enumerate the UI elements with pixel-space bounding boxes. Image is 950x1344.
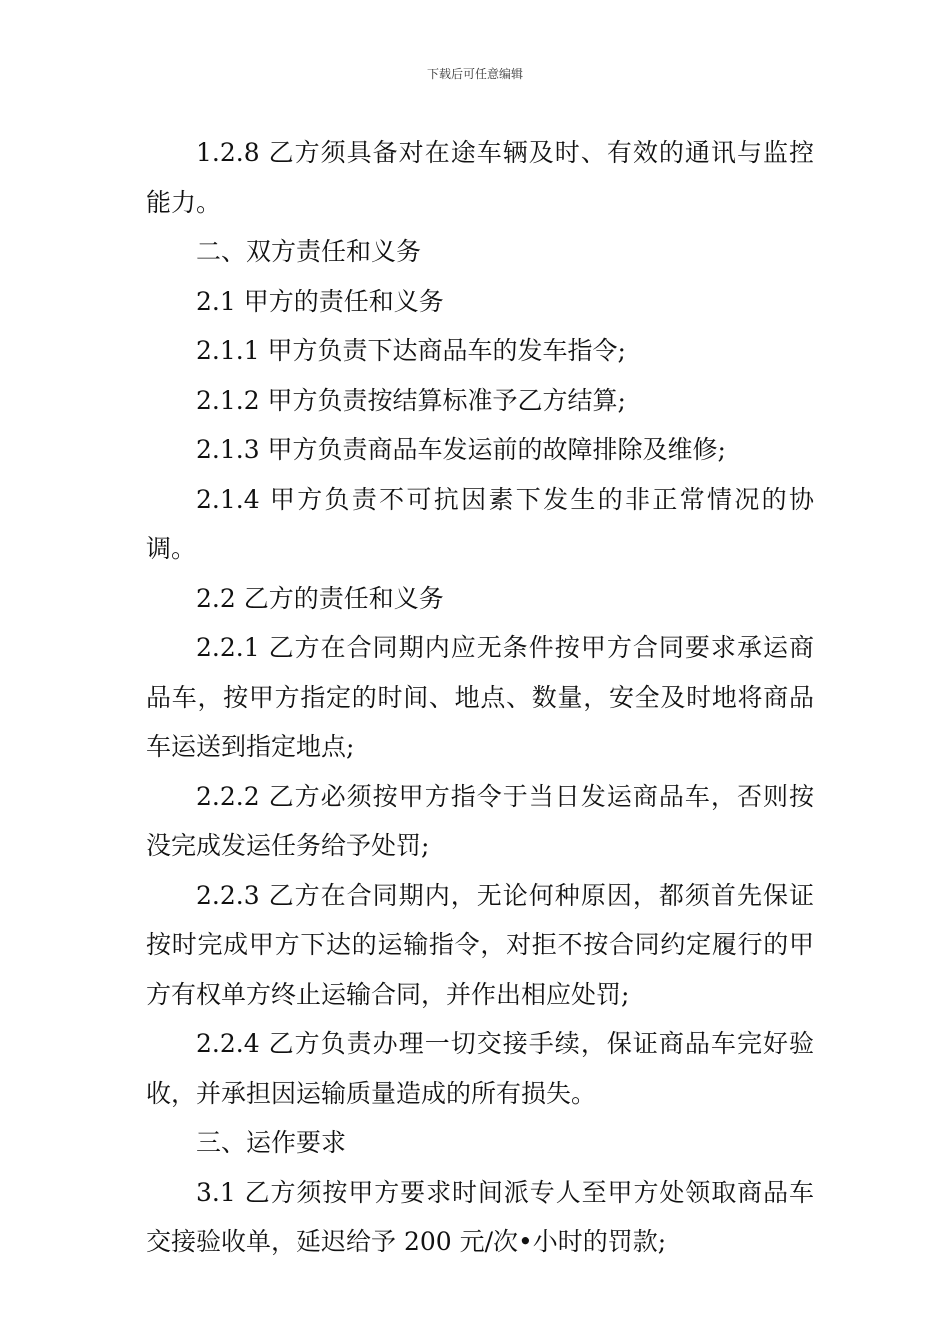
paragraph-2-1-1: 2.1.1 甲方负责下达商品车的发车指令; [196, 336, 626, 365]
document-body [146, 128, 814, 1267]
paragraph-2-2-2: 2.2.2 乙方必须按甲方指令于当日发运商品车，否则按没完成发运任务给予处罚; [146, 781, 814, 860]
paragraph-2-2-4: 2.2.4 乙方负责办理一切交接手续，保证商品车完好验收，并承担因运输质量造成的所有损失。 [146, 1029, 814, 1108]
paragraph-2-1-4: 2.1.4 甲方负责不可抗因素下发生的非正常情况的协调。 [146, 484, 814, 563]
page-header: 下载后可任意编辑 [426, 67, 523, 81]
paragraph-2-2-3: 2.2.3 乙方在合同期内，无论何种原因，都须首先保证按时完成甲方下达的运输指令，对拒不按合同约定履行的甲方有权单方终止运输合同，并作出相应处罚; [146, 880, 814, 1009]
section-heading-2: 二、双方责任和义务 [196, 237, 422, 266]
subheading-2-2: 2.2 乙方的责任和义务 [196, 583, 444, 613]
paragraph-3-1: 3.1 乙方须按甲方要求时间派专人至甲方处领取商品车交接验收单，延迟给予 200 元/次•小时的罚款; [146, 1177, 814, 1256]
paragraph-1-2-8: 1.2.8 乙方须具备对在途车辆及时、有效的通讯与监控能力。 [146, 138, 814, 217]
subheading-2-1: 2.1 甲方的责任和义务 [196, 286, 444, 316]
paragraph-2-2-1: 2.2.1 乙方在合同期内应无条件按甲方合同要求承运商品车，按甲方指定的时间、地点、数量，安全及时地将商品车运送到指定地点; [146, 633, 814, 761]
paragraph-2-1-3: 2.1.3 甲方负责商品车发运前的故障排除及维修; [196, 435, 726, 464]
section-heading-3: 三、运作要求 [196, 1128, 347, 1157]
paragraph-2-1-2: 2.1.2 甲方负责按结算标准予乙方结算; [196, 385, 626, 415]
